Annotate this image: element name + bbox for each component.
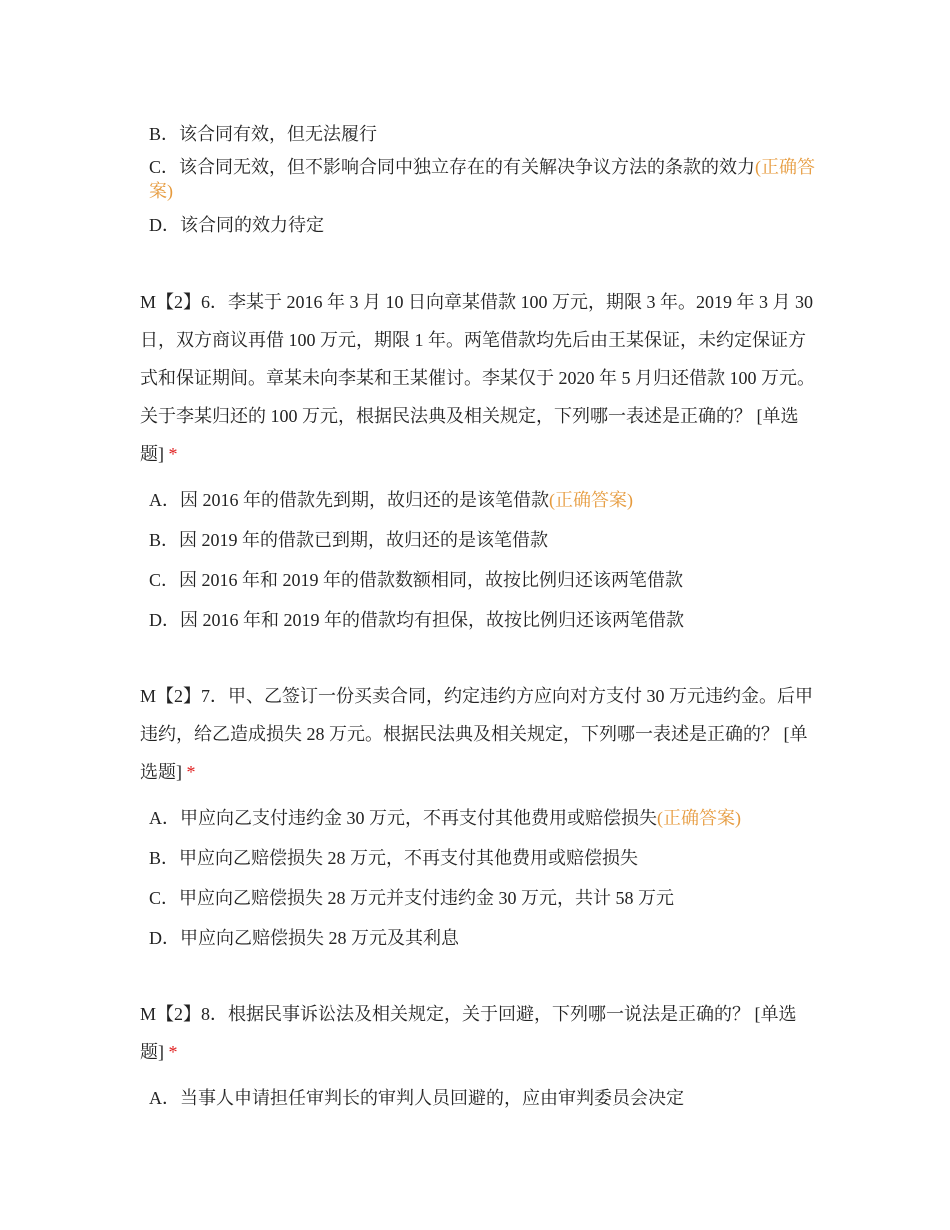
- option-text: D．甲应向乙赔偿损失 28 万元及其利息: [149, 928, 459, 948]
- required-star: *: [168, 1042, 178, 1062]
- option-text: A．甲应向乙支付违约金 30 万元，不再支付其他费用或赔偿损失: [149, 808, 657, 828]
- option-text: B．甲应向乙赔偿损失 28 万元，不再支付其他费用或赔偿损失: [149, 848, 639, 868]
- question-text: M【2】8．根据民事诉讼法及相关规定，关于回避，下列哪一说法是正确的？ [单选题]: [140, 1004, 797, 1062]
- option-text: D．该合同的效力待定: [149, 215, 324, 235]
- option-a: [149, 806, 817, 830]
- option-text: C．该合同无效，但不影响合同中独立存在的有关解决争议方法的条款的效力: [149, 157, 756, 177]
- option-a: [149, 1086, 817, 1110]
- question-text: M【2】6．李某于 2016 年 3 月 10 日向章某借款 100 万元，期限 3 年。2019 年 3 月 30 日，双方商议再借 100 万元，期限 1 年。两笔借款均先后由王某保证，未约定保证方式和保证期间。章某未向李某和王某催讨。李某仅于 2020 年 5 月归还借款 100 万元。关于李某归还的 100 万元，根据民法典及相关规定，下列哪一表述是正确的？ [单选题]: [140, 292, 815, 464]
- required-star: *: [168, 444, 178, 464]
- correct-answer-tag: (正确答案): [149, 157, 816, 201]
- option-b: [149, 122, 817, 146]
- option-text: A．因 2016 年的借款先到期，故归还的是该笔借款: [149, 490, 549, 510]
- option-d: [149, 608, 817, 632]
- option-a: [149, 488, 817, 512]
- question-8-stem: [140, 995, 816, 1071]
- option-text: C．因 2016 年和 2019 年的借款数额相同，故按比例归还该两笔借款: [149, 570, 684, 590]
- correct-answer-tag: (正确答案): [549, 490, 633, 510]
- correct-answer-tag: (正确答案): [657, 808, 741, 828]
- option-text: D．因 2016 年和 2019 年的借款均有担保，故按比例归还该两笔借款: [149, 610, 684, 630]
- option-c: [149, 886, 817, 910]
- option-b: [149, 528, 817, 552]
- option-d: [149, 926, 817, 950]
- option-text: B．该合同有效，但无法履行: [149, 124, 378, 144]
- option-d: [149, 213, 817, 237]
- question-6-stem: [140, 283, 816, 473]
- question-7-stem: [140, 677, 816, 791]
- option-b: [149, 846, 817, 870]
- option-text: A．当事人申请担任审判长的审判人员回避的，应由审判委员会决定: [149, 1088, 684, 1108]
- question-text: M【2】7．甲、乙签订一份买卖合同，约定违约方应向对方支付 30 万元违约金。后甲违约，给乙造成损失 28 万元。根据民法典及相关规定，下列哪一表述是正确的？ [单选题]: [140, 686, 814, 782]
- option-c: [149, 155, 817, 203]
- required-star: *: [186, 762, 196, 782]
- option-text: C．甲应向乙赔偿损失 28 万元并支付违约金 30 万元，共计 58 万元: [149, 888, 675, 908]
- option-c: [149, 568, 817, 592]
- option-text: B．因 2019 年的借款已到期，故归还的是该笔借款: [149, 530, 549, 550]
